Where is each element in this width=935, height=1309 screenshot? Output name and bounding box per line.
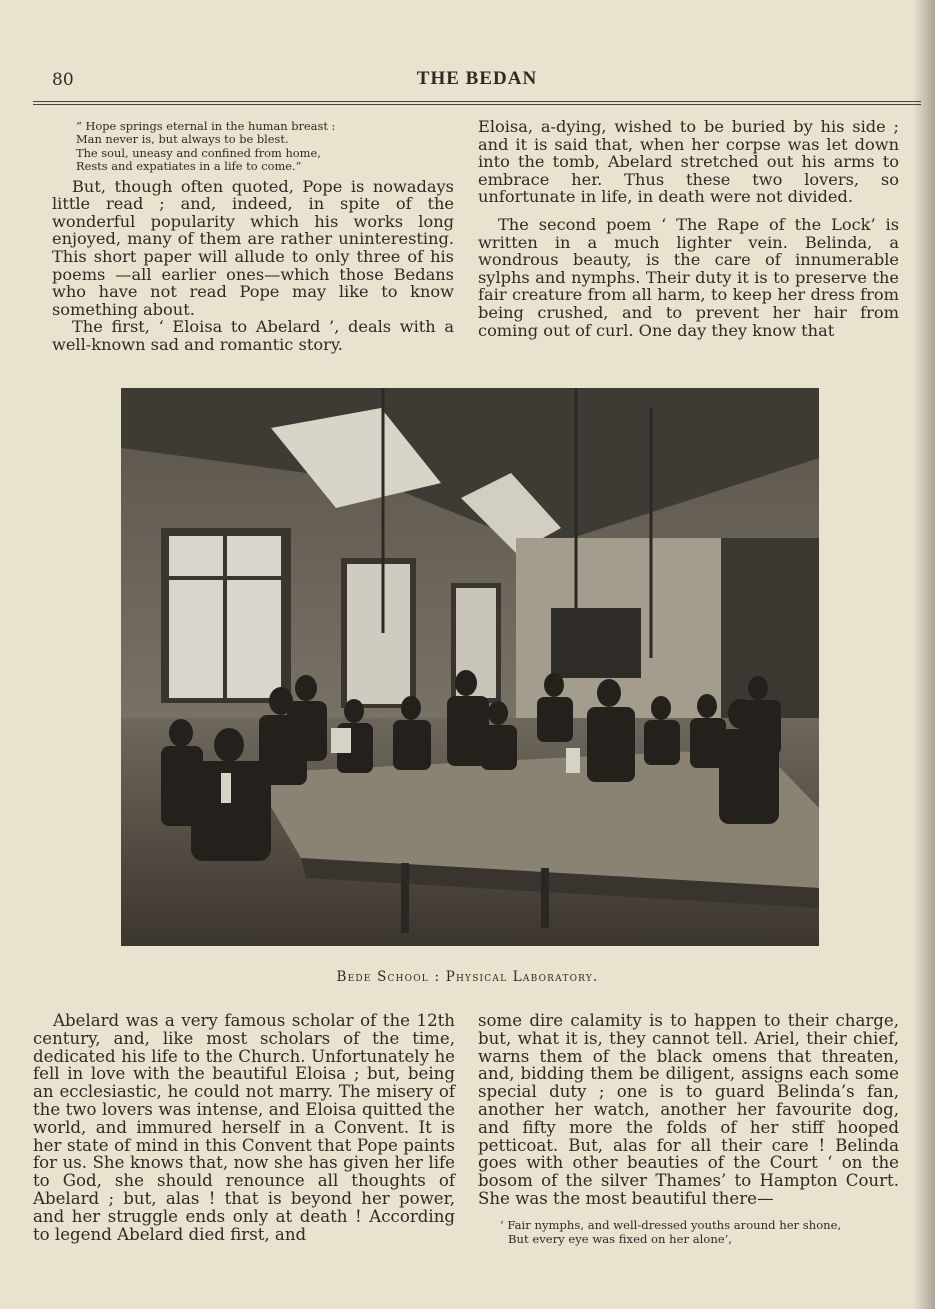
- page-edge-shadow: [913, 0, 935, 1309]
- paragraph: Eloisa, a-dying, wished to be buried by his side ; and it is said that, when her corpse was let down into the tomb, Abelard stretched out his arms to embrace her. Thus these two lovers, so unfortunate in life, in death were not divided.: [478, 117, 899, 207]
- top-right-column: [478, 118, 899, 339]
- photo-illustration: [121, 388, 819, 946]
- header-rule: [33, 101, 921, 102]
- page-number: 80: [52, 70, 74, 90]
- laboratory-photograph: [121, 388, 819, 946]
- paragraph: The second poem ‘ The Rape of the Lock’ is written in a much lighter vein. Belinda, a wondrous beauty, is the care of innumerable sylphs and nymphs. Their duty it is to preserve the fair creature from all harm, to keep her dress from being crushed, and to prevent her hair from coming out of curl. One day they know that: [478, 214, 899, 340]
- header-rule: [33, 104, 921, 105]
- verse-line: “ Hope springs eternal in the human breast :: [76, 119, 336, 133]
- verse-line: But every eye was fixed on her alone’,: [508, 1231, 733, 1246]
- rape-of-the-lock-verse: [500, 1218, 899, 1246]
- verse-line: Man never is, but always to be blest.: [76, 132, 289, 147]
- paragraph: Abelard was a very famous scholar of the 12th century, and, like most scholars of the time, dedicated his life to the Church. Unfortunately he fell in love with the beautiful Eloisa ; but, being an ecclesiastic, he could not marry. The misery of the two lovers was intense, and Eloisa quitted the world, and immured herself in a Convent. It is her state of mind in this Convent that Pope paints for us. She knows that, now she has given her life to God, she should renounce all thoughts of Abelard ; but, alas ! that is beyond her power, and her struggle ends only at death ! According to legend Abelard died first, and: [33, 1011, 455, 1244]
- paragraph: The first, ‘ Eloisa to Abelard ’, deals with a well-known sad and romantic story.: [52, 317, 454, 354]
- page-header: [52, 66, 902, 94]
- paragraph: But, though often quoted, Pope is nowadays little read ; and, indeed, in spite of the wonderful popularity which his works long enjoyed, many of them are rather uninteresting. This short paper will allude to only three of his poems —all earlier ones—which those Bedans who have not read Pope may like to know something about.: [52, 176, 454, 319]
- photo-caption: Bede School : Physical Laboratory.: [336, 969, 599, 985]
- pope-quote-verse: [76, 120, 454, 174]
- bottom-right-column: [478, 1012, 899, 1246]
- running-title: THE BEDAN: [416, 68, 538, 89]
- paragraph: some dire calamity is to happen to their charge, but, what it is, they cannot tell. Ariel, their chief, warns them of the black omens that threaten, and, bidding them be diligent, assigns each some special duty ; one is to guard Belinda’s fan, another her watch, another her favourite dog, and fifty more the folds of her stiff hooped petticoat. But, alas for all their care ! Belinda goes with other beauties of the Court ‘ on the bosom of the silver Thames’ to Hampton Court. She was the most beautiful there—: [478, 1011, 899, 1208]
- verse-line: Rests and expatiates in a life to come.”: [76, 159, 302, 174]
- top-left-column: [52, 120, 454, 354]
- bottom-left-column: [33, 1012, 455, 1243]
- verse-line: The soul, uneasy and confined from home,: [76, 145, 321, 160]
- verse-line: ‘ Fair nymphs, and well-dressed youths around her shone,: [500, 1217, 842, 1232]
